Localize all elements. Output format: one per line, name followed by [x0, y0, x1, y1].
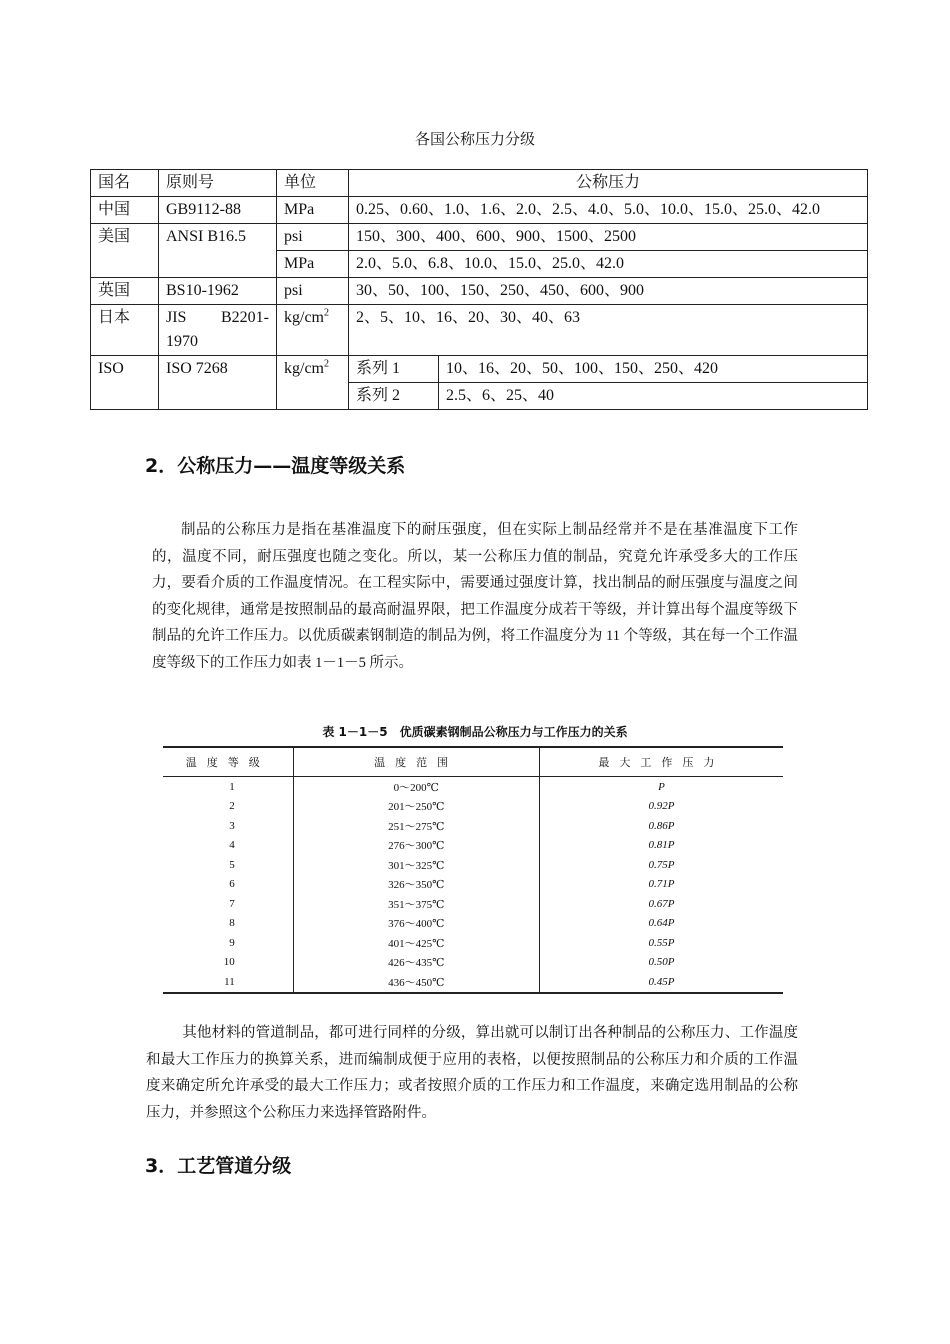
table-row [163, 972, 783, 992]
table-row [163, 836, 783, 856]
pressure-cell: 0.55P [539, 933, 783, 953]
header-grade: 温度等级 [185, 757, 270, 769]
range-cell: 276～300℃ [293, 836, 539, 856]
grade-cell: 3 [229, 819, 235, 832]
country-cell: 中国 [91, 197, 159, 224]
grade-cell: 11 [224, 975, 235, 988]
table-row [163, 933, 783, 953]
pressure-cell: 0.67P [539, 894, 783, 914]
grade-cell: 1 [229, 780, 235, 793]
table2-header-row [163, 748, 783, 777]
unit-superscript: 2 [324, 358, 329, 370]
section3-heading: 3．工艺管道分级 [145, 1155, 292, 1177]
pressure-values-cell: 30、50、100、150、250、450、600、900 [349, 278, 868, 305]
section2-heading: 2．公称压力——温度等级关系 [145, 455, 406, 477]
country-cell: ISO [91, 356, 159, 410]
range-cell: 351～375℃ [293, 894, 539, 914]
pressure-class-table [90, 169, 868, 410]
pressure-cell: P [539, 777, 783, 797]
country-cell: 美国 [91, 224, 159, 278]
pressure-cell: 0.45P [539, 972, 783, 992]
table-row-china [91, 197, 868, 224]
header-range: 温度范围 [293, 748, 539, 776]
standard-cell: BS10-1962 [159, 278, 277, 305]
header-pressure: 公称压力 [349, 170, 868, 197]
header-max-pressure: 最大工作压力 [539, 748, 783, 776]
series-label-cell: 系列 2 [349, 383, 439, 410]
pressure-cell: 0.64P [539, 914, 783, 934]
table2-caption: 表 1－1－5 优质碳素钢制品公称压力与工作压力的关系 [322, 725, 628, 739]
range-cell: 0～200℃ [293, 777, 539, 797]
series-values-cell: 10、16、20、50、100、150、250、420 [439, 356, 868, 383]
pressure-cell: 0.75P [539, 855, 783, 875]
unit-cell: MPa [277, 251, 349, 278]
pressure-values-cell: 0.25、0.60、1.0、1.6、2.0、2.5、4.0、5.0、10.0、15.0、25.0、42.0 [349, 197, 868, 224]
range-cell: 326～350℃ [293, 875, 539, 895]
grade-cell: 8 [229, 917, 235, 930]
standard-cell: ANSI B16.5 [159, 224, 277, 278]
grade-cell: 7 [229, 897, 235, 910]
unit-cell [277, 356, 349, 410]
table-row [163, 875, 783, 895]
table-row-japan [91, 305, 868, 356]
range-cell: 401～425℃ [293, 933, 539, 953]
pressure-values-cell: 2、5、10、16、20、30、40、63 [349, 305, 868, 356]
section2-paragraph2: 其他材料的管道制品，都可进行同样的分级，算出就可以制订出各种制品的公称压力、工作温度和最大工作压力的换算关系，进而编制成便于应用的表格，以便按照制品的公称压力和介质的工作温度来确定所允许承受的最大工作压力；或者按照介质的工作压力和工作温度，来确定选用制品的公称压力，并参照这个公称压力来选择管路附件。 [146, 1025, 798, 1121]
unit-superscript: 2 [324, 307, 329, 319]
standard-cell [159, 305, 277, 356]
unit-cell: MPa [277, 197, 349, 224]
table-row-uk [91, 278, 868, 305]
unit-cell: psi [277, 278, 349, 305]
grade-cell: 2 [229, 800, 235, 813]
range-cell: 376～400℃ [293, 914, 539, 934]
pressure-cell: 0.71P [539, 875, 783, 895]
table-row-iso-series1 [91, 356, 868, 383]
table-row [163, 797, 783, 817]
series-label-cell: 系列 1 [349, 356, 439, 383]
unit-cell: psi [277, 224, 349, 251]
range-cell: 426～435℃ [293, 953, 539, 973]
table-row [163, 777, 783, 797]
header-standard: 原则号 [159, 170, 277, 197]
table-row-usa-psi [91, 224, 868, 251]
range-cell: 436～450℃ [293, 972, 539, 992]
standard-cell: GB9112-88 [159, 197, 277, 224]
range-cell: 251～275℃ [293, 816, 539, 836]
unit-text: kg/cm [284, 360, 324, 377]
grade-cell: 10 [223, 956, 235, 969]
table-header-row [91, 170, 868, 197]
grade-cell: 4 [229, 839, 235, 852]
table-row [163, 855, 783, 875]
standard-part: 1970 [166, 333, 198, 350]
pressure-cell: 0.86P [539, 816, 783, 836]
table-row [163, 816, 783, 836]
grade-cell: 9 [229, 936, 235, 949]
pressure-cell: 0.50P [539, 953, 783, 973]
table-row [163, 953, 783, 973]
grade-cell: 5 [229, 858, 235, 871]
country-cell: 日本 [91, 305, 159, 356]
pressure-cell: 0.81P [539, 836, 783, 856]
pressure-values-cell: 150、300、400、600、900、1500、2500 [349, 224, 868, 251]
section2-paragraph1: 制品的公称压力是指在基准温度下的耐压强度，但在实际上制品经常并不是在基准温度下工作的，温度不同，耐压强度也随之变化。所以，某一公称压力值的制品，究竟允许承受多大的工作压力，要看介质的工作温度情况。在工程实际中，需要通过强度计算，找出制品的耐压强度与温度之间的变化规律，通常是按照制品的最高耐温界限，把工作温度分成若干等级，并计算出每个温度等级下制品的允许工作压力。以优质碳素钢制造的制品为例，将工作温度分为 11 个等级，其在每一个工作温度等级下的工作压力如表 1－1－5 所示。 [152, 522, 798, 671]
temperature-grade-table [163, 746, 783, 994]
unit-cell [277, 305, 349, 356]
country-cell: 英国 [91, 278, 159, 305]
standard-part: B2201- [221, 309, 269, 326]
pressure-values-cell: 2.0、5.0、6.8、10.0、15.0、25.0、42.0 [349, 251, 868, 278]
table-row [163, 914, 783, 934]
table-row [163, 894, 783, 914]
grade-cell: 6 [229, 878, 235, 891]
header-unit: 单位 [277, 170, 349, 197]
range-cell: 201～250℃ [293, 797, 539, 817]
table1-caption: 各国公称压力分级 [414, 132, 535, 148]
range-cell: 301～325℃ [293, 855, 539, 875]
unit-text: kg/cm [284, 309, 324, 326]
header-country: 国名 [91, 170, 159, 197]
pressure-cell: 0.92P [539, 797, 783, 817]
standard-part: JIS [166, 309, 187, 326]
series-values-cell: 2.5、6、25、40 [439, 383, 868, 410]
standard-cell: ISO 7268 [159, 356, 277, 410]
